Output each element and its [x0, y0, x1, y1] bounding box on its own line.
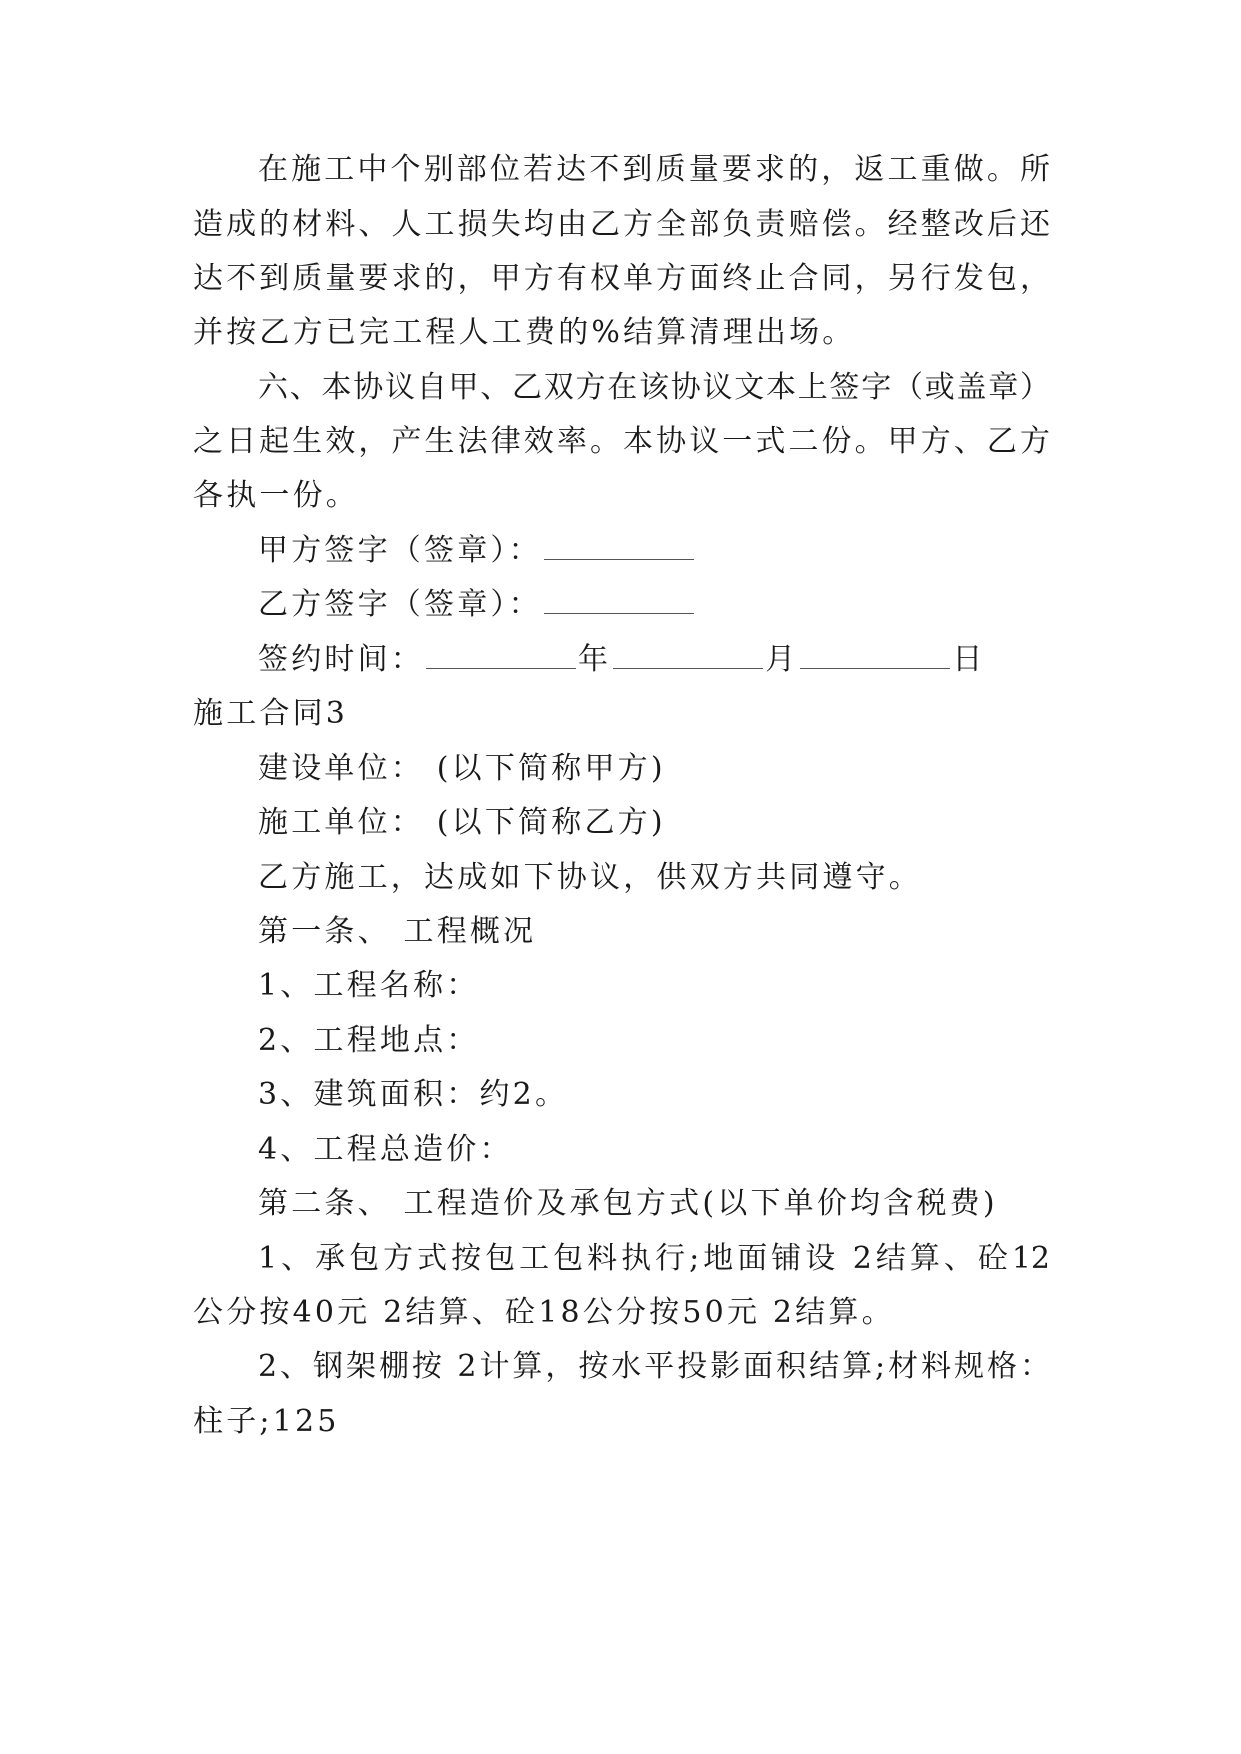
month-blank	[613, 640, 763, 669]
contract-line: 2、工程地点：	[258, 1023, 480, 1058]
contract-line: 公分按40元 2结算、砼18公分按50元 2结算。	[193, 1295, 895, 1330]
section-heading: 第一条、 工程概况	[258, 914, 537, 949]
paragraph-line: 造成的材料、人工损失均由乙方全部负责赔偿。经整改后还	[193, 207, 1050, 242]
contract-line: 1、工程名称：	[258, 968, 480, 1003]
contract-line: 乙方施工，达成如下协议，供双方共同遵守。	[258, 860, 922, 895]
date-label: 签约时间：	[258, 642, 424, 677]
year-blank	[426, 640, 576, 669]
paragraph-line: 各执一份。	[193, 478, 359, 513]
signature-blank	[544, 531, 694, 560]
paragraph-line: 在施工中个别部位若达不到质量要求的，返工重做。所	[258, 152, 1050, 187]
party-a-signature-label: 甲方签字（签章）：	[258, 533, 542, 568]
month-label: 月	[765, 642, 799, 677]
signature-blank	[544, 585, 694, 614]
contract-line: 建设单位： (以下简称甲方)	[258, 751, 666, 786]
contract-line: 2、钢架棚按 2计算，按水平投影面积结算;材料规格：	[258, 1349, 1050, 1384]
party-b-signature-label: 乙方签字（签章）：	[258, 587, 542, 622]
contract-line: 1、承包方式按包工包料执行;地面铺设 2结算、砼12	[258, 1241, 1050, 1276]
day-label: 日	[952, 642, 986, 677]
contract-line: 4、工程总造价：	[258, 1132, 513, 1167]
party-a-signature	[258, 531, 696, 571]
section-heading: 第二条、 工程造价及承包方式(以下单价均含税费)	[258, 1186, 998, 1221]
paragraph-line: 达不到质量要求的，甲方有权单方面终止合同，另行发包，	[193, 261, 1050, 296]
paragraph-line: 之日起生效，产生法律效率。本协议一式二份。甲方、乙方	[193, 424, 1050, 459]
contract-line: 柱子;125	[193, 1404, 340, 1439]
paragraph-line: 并按乙方已完工程人工费的%结算清理出场。	[193, 315, 856, 350]
paragraph-line: 六、本协议自甲、乙双方在该协议文本上签字（或盖章）	[258, 370, 1050, 405]
party-b-signature	[258, 585, 696, 625]
contract-title: 施工合同3	[193, 696, 349, 731]
signing-date	[258, 640, 986, 680]
year-label: 年	[578, 642, 612, 677]
day-blank	[800, 640, 950, 669]
contract-line: 施工单位： (以下简称乙方)	[258, 805, 666, 840]
contract-line: 3、建筑面积：约2。	[258, 1077, 569, 1112]
